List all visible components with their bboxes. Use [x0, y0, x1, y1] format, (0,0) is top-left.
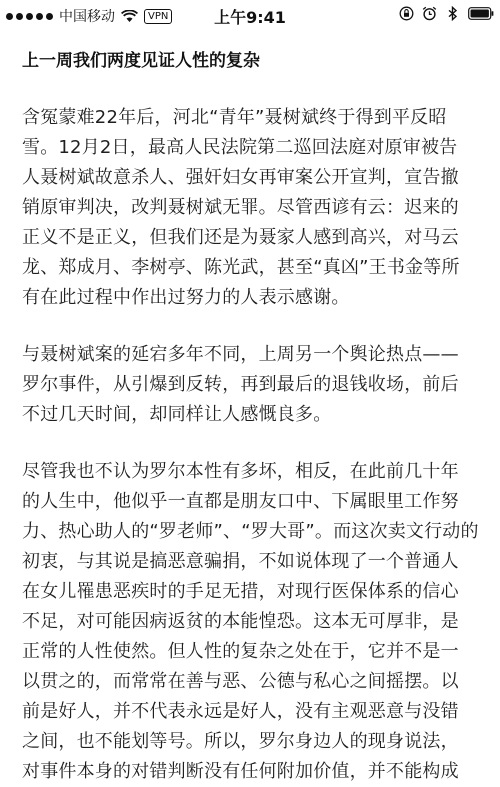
- article-title: 上一周我们两度见证人性的复杂: [22, 51, 260, 71]
- paragraph-line: 正义不是正义，但我们还是为聂家人感到高兴，对马云: [22, 227, 459, 248]
- paragraph-line: 的人生中，他似乎一直都是朋友口中、下属眼里工作努: [22, 491, 459, 512]
- paragraph-3: [22, 457, 484, 787]
- paragraph-line: 力、热心助人的“罗老师”、“罗大哥”。而这次卖文行动的: [22, 521, 479, 542]
- status-right: [399, 6, 494, 21]
- paragraph-line: 在女儿罹患恶疾时的手足无措，对现行医保体系的信心: [22, 581, 459, 602]
- paragraph-line: 之间，也不能划等号。所以，罗尔身边人的现身说法，: [22, 731, 459, 752]
- carrier-name: 中国移动: [59, 9, 115, 25]
- paragraph-line: 对事件本身的对错判断没有任何附加价值，并不能构成: [22, 761, 459, 782]
- paragraph-2: [22, 340, 484, 430]
- vpn-badge: VPN: [144, 9, 172, 24]
- status-bar: [0, 0, 500, 30]
- bluetooth-icon: [445, 6, 460, 21]
- paragraph-line: 不足，对可能因病返贫的本能惶恐。这本无可厚非，是: [22, 611, 459, 632]
- paragraph-line: 正常的人性使然。但人性的复杂之处在于，它并不是一: [22, 641, 459, 662]
- paragraph-line: 前是好人，并不代表永远是好人，没有主观恶意与没错: [22, 701, 459, 722]
- paragraph-line: 销原审判决，改判聂树斌无罪。尽管西谚有云：迟来的: [22, 197, 459, 218]
- paragraph-line: 罗尔事件，从引爆到反转，再到最后的退钱收场，前后: [22, 374, 459, 395]
- battery-icon: [468, 7, 494, 20]
- paragraph-line: 有在此过程中作出过努力的人表示感谢。: [22, 287, 350, 308]
- paragraph-line: 尽管我也不认为罗尔本性有多坏，相反，在此前几十年: [22, 461, 459, 482]
- paragraph-line: 龙、郑成月、李树亭、陈光武，甚至“真凶”王书金等所: [22, 257, 460, 278]
- paragraph-line: 不过几天时间，却同样让人感慨良多。: [22, 404, 332, 425]
- paragraph-line: 含冤蒙难22年后，河北“青年”聂树斌终于得到平反昭: [22, 107, 447, 128]
- status-time: 上午9:41: [214, 8, 286, 27]
- alarm-clock-icon: [422, 6, 437, 21]
- rotation-lock-icon: [399, 6, 414, 21]
- paragraph-line: 初衷，与其说是搞恶意骗捐，不如说体现了一个普通人: [22, 551, 459, 572]
- article-body: [22, 46, 484, 787]
- paragraph-line: 雪。12月2日，最高人民法院第二巡回法庭对原审被告: [22, 137, 458, 158]
- paragraph-line: 人聂树斌故意杀人、强奸妇女再审案公开宣判，宣告撤: [22, 167, 459, 188]
- paragraph-line: 与聂树斌案的延宕多年不同，上周另一个舆论热点——: [22, 344, 459, 365]
- paragraph-1: [22, 103, 484, 313]
- paragraph-line: 以贯之的，而常常在善与恶、公德与私心之间摇摆。以: [22, 671, 459, 692]
